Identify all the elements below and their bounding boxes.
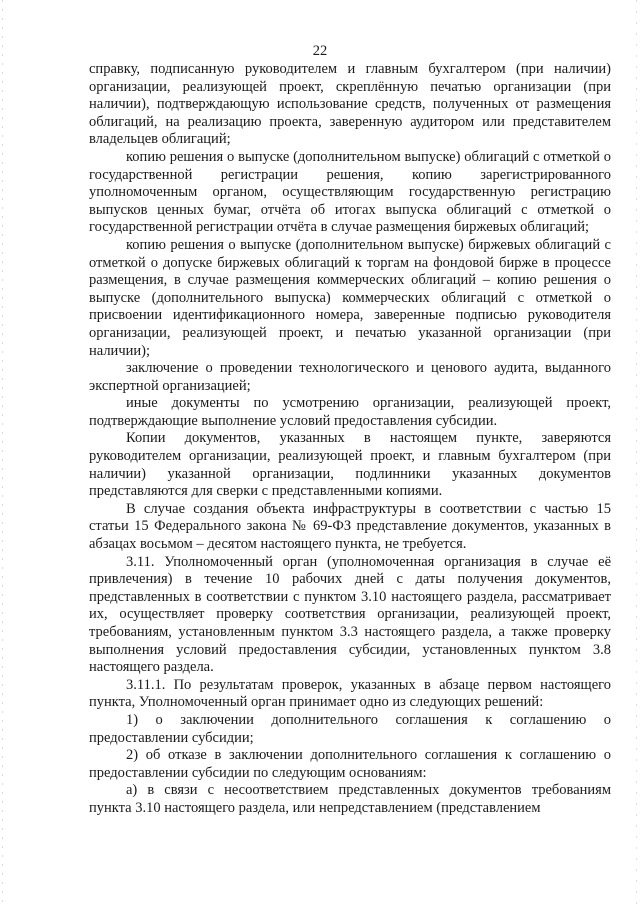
paragraph-12: а) в связи с несоответствием представленных документов требованиям пункта 3.10 настоящего раздела, или непредставлением (представлением	[89, 782, 611, 816]
paragraph-2: копию решения о выпуске (дополнительном выпуске) облигаций с отметкой о государственной регистрации решения, копию зарегистрированного уполномоченным органом, осуществляющим государственную регистрацию выпусков ценных бумаг, отчёта об итогах выпуска облигаций с отметкой о государственной регистрации отчёта в случае размещения биржевых облигаций;	[89, 148, 611, 236]
paragraph-7: В случае создания объекта инфраструктуры в соответствии с частью 15 статьи 15 Федерального закона № 69-ФЗ представление документов, указанных в абзацах восьмом – десятом настоящего пункта, не требуется.	[89, 500, 611, 553]
paragraph-4: заключение о проведении технологического и ценового аудита, выданного экспертной организацией;	[89, 360, 611, 394]
page-number: 22	[312, 43, 328, 59]
scan-edge-left	[2, 0, 3, 905]
paragraph-8: 3.11. Уполномоченный орган (уполномоченная организация в случае её привлечения) в течение 10 рабочих дней с даты получения документов, представленных в соответствии с пунктом 3.10 настоящего раздела, рассматривает их, осуществляет проверку соответствия организации, реализующей проект, требованиям, установленным пунктом 3.3 настоящего раздела, а также проверку выполнения условий предоставления субсидии, установленных пунктом 3.8 настоящего раздела.	[89, 553, 611, 676]
paragraph-9: 3.11.1. По результатам проверок, указанных в абзаце первом настоящего пункта, Уполномоченный орган принимает одно из следующих решений:	[89, 676, 611, 711]
paragraph-1: справку, подписанную руководителем и главным бухгалтером (при наличии) организации, реализующей проект, скреплённую печатью организации (при наличии), подтверждающую использование средств, полученных от размещения облигаций, на реализацию проекта, заверенную аудитором или представителем владельцев облигаций;	[89, 61, 611, 148]
paragraph-6: Копии документов, указанных в настоящем пункте, заверяются руководителем организации, реализующей проект, и главным бухгалтером (при наличии) указанной организации, подлинники указанных документов представляются для сверки с представленными копиями.	[89, 430, 611, 500]
scan-edge-right	[636, 0, 637, 905]
paragraph-11: 2) об отказе в заключении дополнительного соглашения к соглашению о предоставлении субсидии по следующим основаниям:	[89, 747, 611, 781]
paragraph-10: 1) о заключении дополнительного соглашения к соглашению о предоставлении субсидии;	[89, 711, 611, 746]
paragraph-3: копию решения о выпуске (дополнительном выпуске) биржевых облигаций с отметкой о допуске биржевых облигаций к торгам на фондовой бирже в процессе размещения, в случае размещения коммерческих облигаций – копию решения о выпуске (дополнительного выпуска) коммерческих облигаций с отметкой о присвоении идентификационного номера, заверенные подписью руководителя организации, реализующей проект, и печатью указанной организации (при наличии);	[89, 236, 611, 359]
paragraph-5: иные документы по усмотрению организации, реализующей проект, подтверждающие выполнение условий предоставления субсидии.	[89, 395, 611, 429]
document-body	[89, 61, 611, 818]
